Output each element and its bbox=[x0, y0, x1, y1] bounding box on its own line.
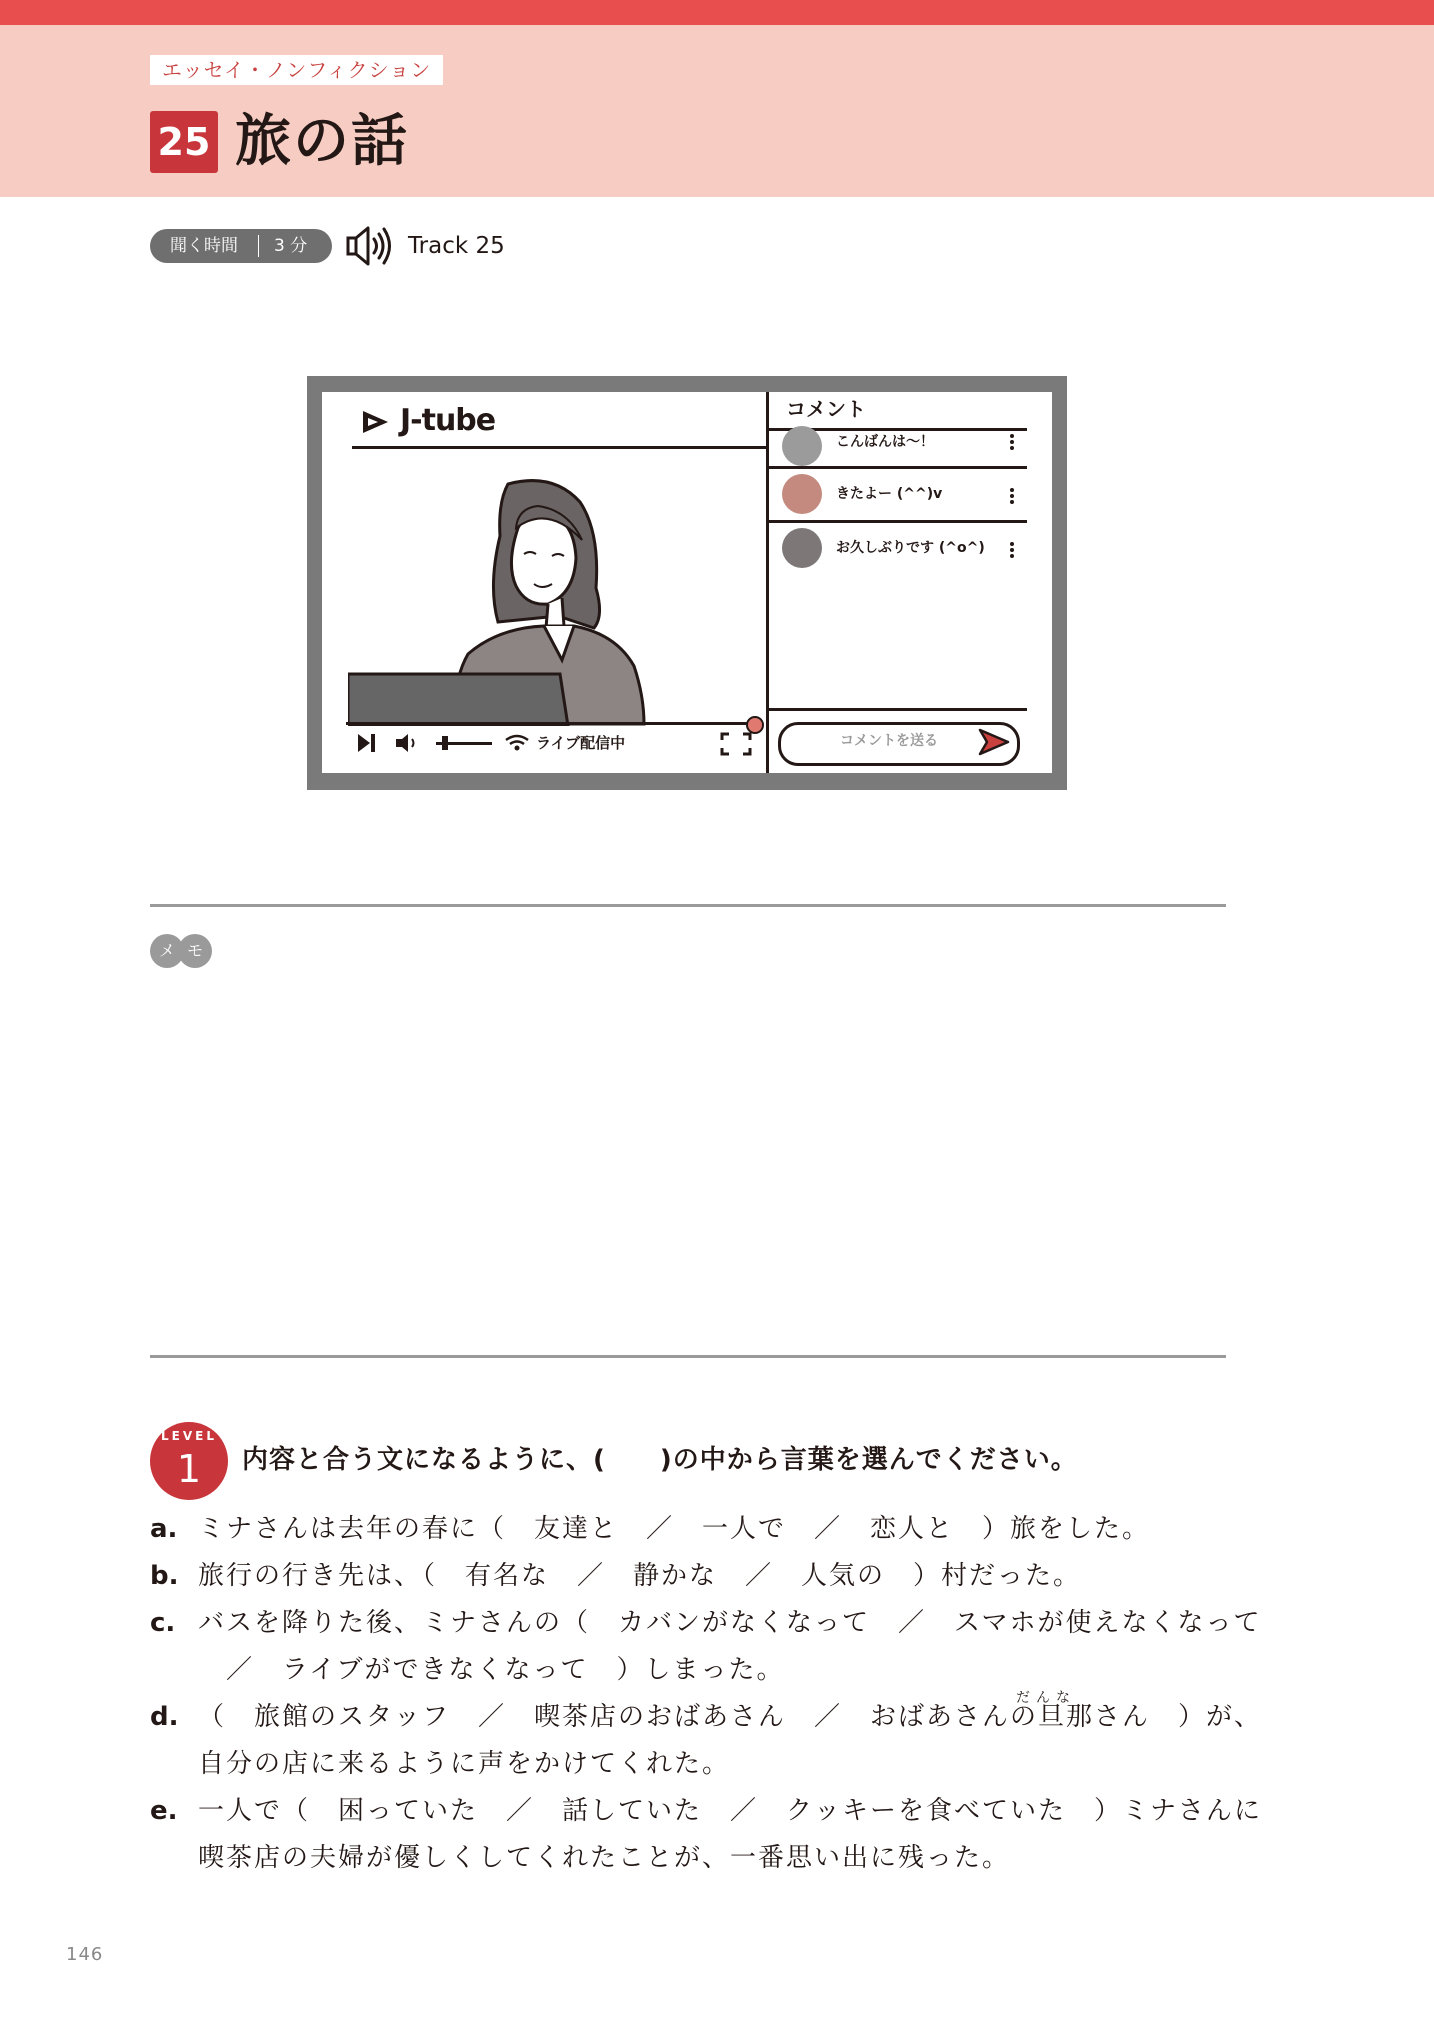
more-options-icon[interactable] bbox=[1010, 486, 1016, 506]
category-label: エッセイ・ノンフィクション bbox=[150, 55, 443, 85]
track-label: Track 25 bbox=[408, 233, 505, 259]
commenter-avatar bbox=[782, 528, 822, 568]
question-text-continued: ／ ライブができなくなって ）しまった。 bbox=[226, 1655, 785, 1685]
commenter-avatar bbox=[782, 474, 822, 514]
question-text-continued: 喫茶店の夫婦が優しくしてくれたことが、一番思い出に残った。 bbox=[198, 1843, 1011, 1873]
live-status-label: ライブ配信中 bbox=[536, 734, 626, 752]
panel-divider bbox=[766, 392, 769, 773]
send-arrow-icon[interactable] bbox=[978, 728, 1010, 756]
furigana: だんな bbox=[1016, 1690, 1076, 1706]
comment-divider bbox=[769, 466, 1027, 469]
memo-top-rule bbox=[150, 904, 1226, 907]
question-label: c. bbox=[150, 1608, 176, 1638]
level-badge bbox=[150, 1422, 228, 1500]
player-controls bbox=[356, 732, 506, 754]
memo-bottom-rule bbox=[150, 1355, 1226, 1358]
question-text: 一人で（ 困っていた ／ 話していた ／ クッキーを食べていた ）ミナさんに bbox=[198, 1796, 1263, 1826]
question-text: ミナさんは去年の春に（ 友達と ／ 一人で ／ 恋人と ）旅をした。 bbox=[198, 1514, 1151, 1544]
question-text: バスを降りた後、ミナさんの（ カバンがなくなって ／ スマホが使えなくなって bbox=[198, 1608, 1262, 1638]
j-tube-logo: J-tube bbox=[400, 403, 496, 438]
more-options-icon[interactable] bbox=[1010, 432, 1016, 452]
badge-divider bbox=[258, 235, 259, 257]
question-label: e. bbox=[150, 1796, 178, 1826]
wifi-icon bbox=[504, 734, 530, 752]
comment-text: お久しぶりです (^o^) bbox=[836, 540, 985, 556]
comment-input-line bbox=[769, 708, 1027, 711]
more-options-icon[interactable] bbox=[1010, 540, 1016, 560]
listen-time-badge bbox=[150, 229, 332, 263]
question-label: b. bbox=[150, 1561, 179, 1591]
comment-text: こんばんは〜！ bbox=[836, 434, 934, 450]
speaker-icon bbox=[346, 225, 396, 267]
listen-time-label: 聞く時間 bbox=[170, 236, 238, 256]
level-number: 1 bbox=[176, 1447, 202, 1491]
question-text: 旅行の行き先は、（ 有名な ／ 静かな ／ 人気の ）村だった。 bbox=[198, 1561, 1082, 1591]
listen-time-value: 3 分 bbox=[274, 236, 308, 256]
comment-divider bbox=[769, 520, 1027, 523]
memo-badge-char: モ bbox=[178, 934, 212, 968]
memo-badge-char: メ bbox=[150, 934, 184, 968]
streamer-illustration bbox=[348, 476, 718, 726]
comment-header: コメント bbox=[786, 397, 866, 421]
comment-input-placeholder: コメントを送る bbox=[840, 733, 938, 749]
page-title: 旅の話 bbox=[235, 109, 409, 174]
commenter-avatar bbox=[782, 426, 822, 466]
page-number: 146 bbox=[66, 1944, 104, 1965]
video-progress-bar[interactable] bbox=[346, 722, 754, 725]
lesson-number: 25 bbox=[150, 111, 218, 173]
question-label: d. bbox=[150, 1702, 179, 1732]
level-word: LEVEL bbox=[161, 1429, 217, 1443]
question-label: a. bbox=[150, 1514, 178, 1544]
top-accent-bar bbox=[0, 0, 1434, 25]
video-top-line bbox=[352, 446, 766, 449]
question-text: （ 旅館のスタッフ ／ 喫茶店のおばあさん ／ おばあさんの旦那さん ）が、 bbox=[198, 1702, 1263, 1732]
comment-text: きたよー (^^)v bbox=[836, 486, 943, 502]
exercise-instruction: 内容と合う文になるように、( )の中から言葉を選んでください。 bbox=[242, 1445, 1078, 1475]
question-text-continued: 自分の店に来るように声をかけてくれた。 bbox=[198, 1749, 731, 1779]
fullscreen-icon[interactable] bbox=[720, 732, 752, 756]
play-logo-icon bbox=[360, 408, 392, 436]
